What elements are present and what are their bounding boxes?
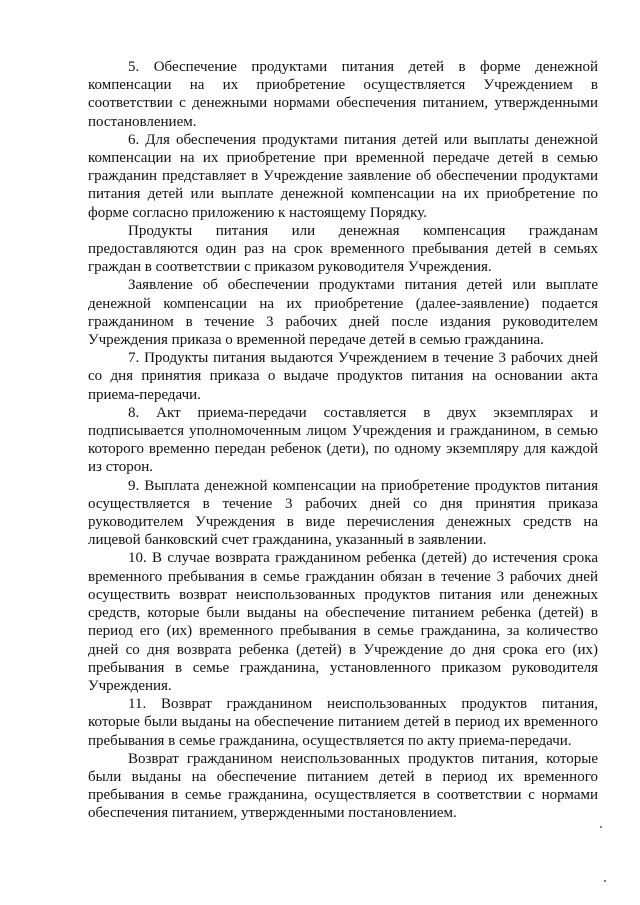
paragraph-11: 11. Возврат гражданином неиспользованных продуктов питания, которые были выданы на обеспечение питанием детей в период их временного пребывания в семье гражданина, осуществляется по акту приема-передачи. [88,696,598,749]
paragraph-6: 6. Для обеспечения продуктами питания детей или выплаты денежной компенсации на их приобретение при временной передаче детей в семью гражданин представляет в Учреждение заявление об обеспечении продуктами питания детей или выплате денежной компенсации на их приобретение по форме согласно приложению к настоящему Порядку. [88,131,598,221]
paragraph-5: 5. Обеспечение продуктами питания детей в форме денежной компенсации на их приобретение осуществляется Учреждением в соответствии с денежными нормами обеспечения питанием, утвержденными постановлением. [88,59,598,130]
paragraph-9: 9. Выплата денежной компенсации на приобретение продуктов питания осуществляется в течение 3 рабочих дней со дня принятия приказа руководителем Учреждения в виде перечисления денежных средств на лицевой банковский счет гражданина, указанный в заявлении. [88,477,598,549]
paragraph-8: 8. Акт приема-передачи составляется в двух экземплярах и подписывается уполномоченным лицом Учреждения и гражданином, в семью которого временно передан ребенок (дети), по одному экземпляру для каждой из сторон. [88,404,598,476]
paragraph-10: 10. В случае возврата гражданином ребенка (детей) до истечения срока временного пребывания в семье гражданин обязан в течение 3 рабочих дней осуществить возврат неиспользованных продуктов питания или денежных средств, которые были выданы на обеспечение питанием ребенка (детей) в период его (их) временного пребывания в семье гражданина, за количество дней со дня возврата ребенка (детей) в Учреждение до дня срока его (их) пребывания в семье гражданина, установленного приказом руководителя Учреждения. [88,550,598,694]
paragraph-11-return: Возврат гражданином неиспользованных продуктов питания, которые были выданы на обеспечение питанием детей в период их временного пребывания в семье гражданина, осуществляется в соответствии с нормами обеспечения питанием, утвержденными постановлением. [88,750,598,822]
paragraph-6-application: Заявление об обеспечении продуктами питания детей или выплате денежной компенсации на их приобретение (далее-заявление) подается гражданином в течение 3 рабочих дней после издания руководителем Учреждения приказа о временной передаче детей в семью гражданина. [88,277,598,349]
scan-speck [600,826,602,828]
document-body [88,58,598,823]
paragraph-6-products: Продукты питания или денежная компенсация гражданам предоставляются один раз на срок временного пребывания детей в семьях граждан в соответствии с приказом руководителя Учреждения. [88,222,598,276]
paragraph-7: 7. Продукты питания выдаются Учреждением в течение 3 рабочих дней со дня принятия приказа о выдаче продуктов питания на основании акта приема-передачи. [88,350,598,403]
scan-speck [604,880,606,882]
